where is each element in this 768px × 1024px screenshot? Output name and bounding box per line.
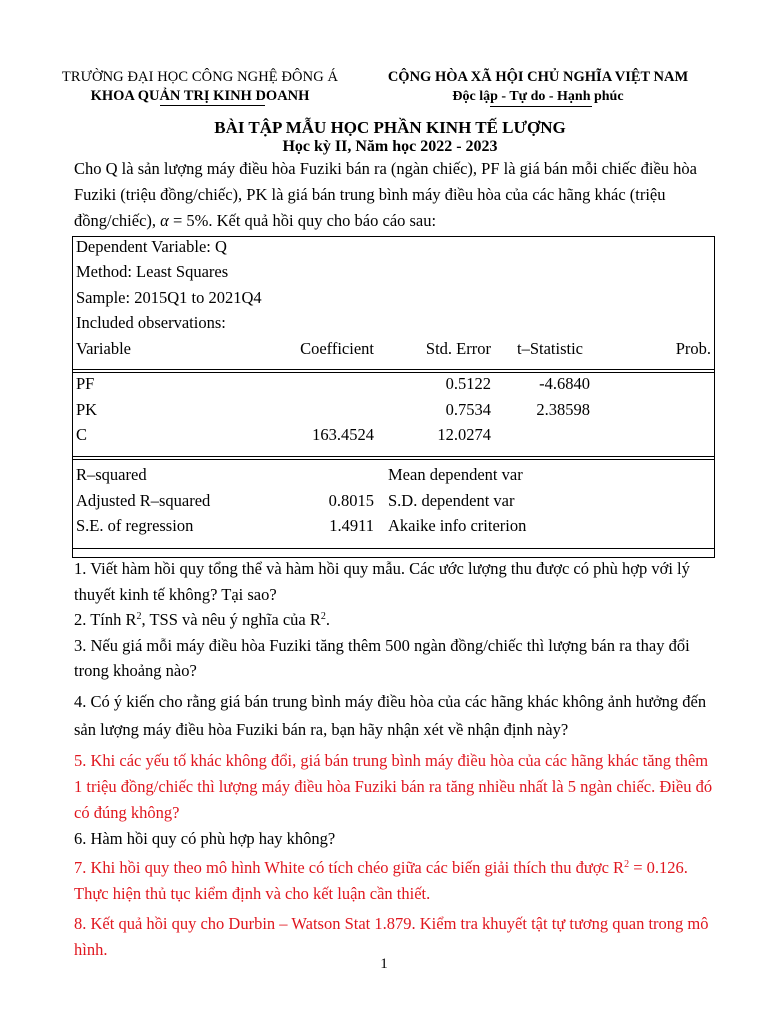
question-8: 8. Kết quả hồi quy cho Durbin – Watson Stat 1.879. Kiểm tra khuyết tật tự tương quan trong mô hình. [74,914,709,959]
regression-output-table [72,236,715,558]
stat-adj-r-squared-label: Adjusted R–squared [76,491,211,510]
header-right [372,68,704,106]
row-pk-std-error: 0.7534 [445,400,491,419]
stat-akaike-label: Akaike info criterion [388,516,527,535]
header-left [50,68,350,106]
stat-adj-r-squared-value: 0.8015 [328,491,374,510]
row-pf-variable: PF [76,374,95,393]
header-divider-2 [73,372,714,373]
document-subtitle: Học kỳ II, Năm học 2022 - 2023 [282,138,498,155]
q7-part: = 0.126. Thực hiện thủ tục kiểm định và cho kết luận cần thiết. [74,858,688,903]
stat-se-regression-label: S.E. of regression [76,516,194,535]
intro-text-2: = 5%. Kết quả hồi quy cho báo cáo sau: [168,211,437,230]
national-title: CỘNG HÒA XÃ HỘI CHỦ NGHĨA VIỆT NAM [387,69,689,85]
info-sample: Sample: 2015Q1 to 2021Q4 [76,288,262,307]
q2-part: , TSS và nêu ý nghĩa của R [141,610,321,629]
col-header-t-statistic: t–Statistic [517,339,583,358]
stats-divider [73,456,714,457]
intro-text-1: Cho Q là sản lượng máy điều hòa Fuziki bán ra (ngàn chiếc), PF là giá bán mỗi chiếc điều hòa Fuziki (triệu đồng/chiếc), PK là giá bán trung bình máy điều hòa của các hãng khác (triệu đồng/chiếc), [74,159,697,230]
faculty-underline [160,105,265,106]
question-4: 4. Có ý kiến cho rằng giá bán trung bình máy điều hòa của các hãng khác không ảnh hưởng đến sản lượng máy điều hòa Fuziki bán ra, bạn hãy nhận xét về nhận định này? [74,691,707,739]
q2-superscript: 2 [320,611,326,622]
row-pf-std-error: 0.5122 [445,374,491,393]
col-header-coefficient: Coefficient [300,339,374,358]
problem-intro [74,156,714,234]
motto-underline [490,106,592,107]
info-method: Method: Least Squares [76,262,229,281]
stat-mean-dependent-label: Mean dependent var [388,465,523,484]
header-divider [73,369,714,370]
question-5: 5. Khi các yếu tố khác không đổi, giá bán trung bình máy điều hòa của các hãng khác tăng thêm 1 triệu đồng/chiếc thì lượng máy điều hòa Fuziki bán ra tăng nhiều nhất là 5 ngàn chiếc. Điều đó có đúng không? [74,750,713,822]
question-list [74,556,718,963]
q2-part: . [325,610,330,629]
row-c-variable: C [76,425,88,444]
q7-superscript: 2 [624,859,630,870]
question-1: 1. Viết hàm hồi quy tổng thể và hàm hồi quy mẫu. Các ước lượng thu được có phù hợp với lý thuyết kinh tế không? Tại sao? [74,559,690,604]
national-motto: Độc lập - Tự do - Hạnh phúc [452,89,624,104]
q2-superscript: 2 [136,611,142,622]
info-observations: Included observations: [76,313,226,332]
alpha-symbol: α [160,211,169,230]
stat-sd-dependent-label: S.D. dependent var [388,491,515,510]
row-c-std-error: 12.0274 [437,425,491,444]
bottom-divider [73,548,714,549]
row-pk-variable: PK [76,400,98,419]
question-3: 3. Nếu giá mỗi máy điều hòa Fuziki tăng thêm 500 ngàn đồng/chiếc thì lượng bán ra thay đổi trong khoảng nào? [74,635,690,680]
q2-part: 2. Tính R [74,610,137,629]
stat-r-squared-label: R–squared [76,465,147,484]
university-name: TRƯỜNG ĐẠI HỌC CÔNG NGHỆ ĐÔNG Á [61,69,339,85]
row-c-coefficient: 163.4524 [312,425,374,444]
stat-se-regression-value: 1.4911 [329,516,374,535]
stats-divider-2 [73,459,714,460]
question-2 [74,607,718,633]
col-header-std-error: Std. Error [425,339,491,358]
faculty-name: KHOA QUẢN TRỊ KINH DOANH [90,88,310,104]
question-7 [74,855,718,907]
page-number: 1 [380,956,388,972]
question-6: 6. Hàm hồi quy có phù hợp hay không? [74,828,336,848]
col-header-variable: Variable [76,339,131,358]
q7-part: 7. Khi hồi quy theo mô hình White có tích chéo giữa các biến giải thích thu được R [74,858,625,877]
info-dependent-variable: Dependent Variable: Q [76,237,227,256]
row-pk-t-statistic: 2.38598 [536,400,590,419]
document-title: BÀI TẬP MẪU HỌC PHẦN KINH TẾ LƯỢNG [214,118,566,137]
row-pf-t-statistic: -4.6840 [539,374,590,393]
col-header-prob: Prob. [675,339,711,358]
